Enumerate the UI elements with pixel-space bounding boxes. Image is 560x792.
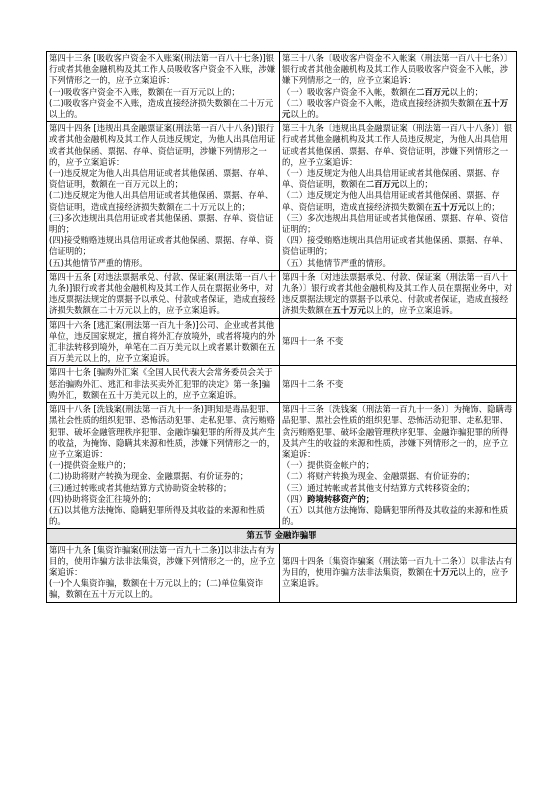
changed-value-text: 五十万元 [282,97,509,120]
provision-text: 以上的； [466,201,500,212]
provision-paragraph [282,213,514,235]
section-title: 第五节 金融诈骗罪 [47,529,517,543]
provision-text: （一）提供资金帐户的； [282,460,375,471]
provision-paragraph: (四)协助将资金汇往境外的； [49,493,157,504]
new-provision-cell [280,52,517,122]
table-row [47,366,517,403]
provision-paragraph [282,471,514,482]
provision-paragraph [282,123,514,168]
provision-paragraph: (二)协助将财产转换为现金、金融票据、有价证券的； [49,471,249,482]
provision-paragraph: (二)违反规定为他人出具信用证或者其他保函、票据、存单、资信证明，造成直接经济损失数额在二十万元以上的； [49,190,274,212]
provision-paragraph: (三)多次违规出具信用证或者其他保函、票据、存单、资信证明的； [49,212,274,235]
new-provision-cell [280,366,517,403]
provision-paragraph [282,379,514,390]
provision-paragraph [282,168,514,190]
old-provision-cell [47,270,280,318]
provision-paragraph [282,460,514,471]
provision-paragraph [282,483,514,494]
provision-text: 第四十一条 不变 [282,336,344,347]
changed-value-text: 二百万元 [365,179,400,190]
provision-paragraph: (二)吸收客户资金不入账，造成直接经济损失数额在二十万元以上的。 [49,97,274,120]
new-provision-cell [280,318,517,366]
changed-value-text: 五十万元 [432,201,467,212]
changed-value-text: 二百万元 [416,86,450,97]
provision-paragraph: (一)吸收客户资金不入账，数额在一百万元以上的； [49,86,240,97]
provision-paragraph: (四)接受贿赂违规出具信用证或者其他保函、票据、存单、资信证明的； [49,235,274,257]
table-row [47,318,517,366]
new-provision-cell [280,543,517,602]
new-provision-cell [280,403,517,529]
provision-paragraph [282,258,514,269]
provision-paragraph: 第四十六条 [逃汇案(刑法第一百九十条)]公司、企业或者其他单位，违反国家规定，擅自将外汇存放境外，或者将境内的外汇非法转移到境外，单笔在二百万美元以上或者累计数额在五百万美元以上的，应予立案追诉。 [49,319,276,364]
provision-text: 以上的，应予立案追诉。 [365,305,458,316]
provision-paragraph: 第四十三条 [吸收客户资金不入账案(刑法第一百八十七条)]银行或者其他金融机构及其工作人员吸收客户资金不入账，涉嫌下列情形之一的，应予立案追诉： [49,53,276,86]
provision-text: 第四十四条〔集资诈骗案（刑法第一百九十二条）〕以非法占有为目的，使用诈骗方法非法集资，数额在 [282,555,513,577]
provision-text: （二）将财产转换为现金、金融票据、有价证券的； [282,471,475,482]
provision-paragraph: 第四十八条 [洗钱案(刑法第一百九十一条)]明知是毒品犯罪、黑社会性质的组织犯罪、恐怖活动犯罪、走私犯罪、贪污贿赂犯罪、破坏金融管理秩序犯罪、金融诈骗犯罪的所得及其产生的收益，为掩饰、隐瞒其来源和性质，涉嫌下列情形之一的，应予立案追诉： [49,404,276,459]
provision-text: （四） [282,493,308,504]
provision-paragraph [282,494,514,505]
provision-paragraph: (三)通过转账或者其他结算方式协助资金转移的； [49,482,232,493]
section-header-row [47,529,517,543]
provision-text: 第四十三条〔洗钱案（刑法第一百九十一条）〕为掩饰、隐瞒毒品犯罪、黑社会性质的组织犯罪、恐怖活动犯罪、走私犯罪、贪污贿赂犯罪、破坏金融管理秩序犯罪、金融诈骗犯罪的所得及其产生的收益的来源和性质，涉嫌下列情形之一的，应予立案追诉： [282,404,513,459]
provision-text: （二）吸收客户资金不入帐，造成直接经济损失数额在 [282,97,483,108]
provision-paragraph [282,505,514,527]
provision-paragraph: 第四十四条 [违规出具金融票证案(刑法第一百八十八条)]银行或者其他金融机构及其工作人员违反规定，为他人出具信用证或者其他保函、票据、存单、资信证明，涉嫌下列情形之一的，应予立案追诉： [49,123,276,167]
provision-paragraph [282,190,514,212]
changed-value-text: 五十万元 [332,305,366,316]
provision-paragraph [282,272,514,317]
provision-paragraph: (五)以其他方法掩饰、隐瞒犯罪所得及其收益的来源和性质的。 [49,504,265,527]
old-provision-cell [47,52,280,122]
provision-paragraph [282,556,514,590]
new-provision-cell [280,122,517,271]
provision-paragraph: 第四十五条 [对违法票据承兑、付款、保证案(刑法第一百八十九条)]银行或者其他金融机构及其工作人员在票据业务中，对违反票据法规定的票据予以承兑、付款或者保证，造成直接经济损失数额在二十万元以上的，应予立案追诉。 [49,271,276,316]
provision-paragraph [282,336,514,347]
provision-text: （三）通过转帐或者其他支付结算方式转移资金的； [282,482,475,493]
old-provision-cell [47,122,280,271]
old-provision-cell [47,543,280,602]
provision-text: 以上的。 [290,109,324,120]
provision-text: （三）多次违规出具信用证或者其他保函、票据、存单、资信证明的； [282,212,509,235]
provision-text: 第三十八条〔吸收客户资金不入帐案（刑法第一百八十七条）〕银行或者其他金融机构及其工作人员吸收客户资金不入帐，涉嫌下列情形之一的，应予立案追诉： [282,53,513,86]
table-row [47,403,517,529]
table-row [47,122,517,271]
old-provision-cell [47,403,280,529]
provision-text: （一）违反规定为他人出具信用证或者其他保函、票据、存单、资信证明，数额在 [282,168,500,190]
provision-text: （一）吸收客户资金不入帐，数额在 [282,86,416,97]
old-provision-cell [47,366,280,403]
provision-paragraph: (一)违反规定为他人出具信用证或者其他保函、票据、存单、资信证明，数额在一百万元以上的； [49,168,274,190]
table-row [47,52,517,122]
provision-paragraph: (一)提供资金账户的； [49,460,131,471]
provision-text: （五）以其他方法掩饰、隐瞒犯罪所得及其收益的来源和性质的。 [282,504,509,527]
changed-value-text: 十万元 [432,566,458,577]
provision-comparison-table [46,51,517,603]
provision-text: （二）违反规定为他人出具信用证或者其他保函、票据、存单、资信证明，造成直接经济损失数额在 [282,190,500,212]
provision-text: 第三十九条〔违规出具金融票证案（刑法第一百八十八条）〕银行或者其他金融机构及其工作人员违反规定，为他人出具信用证或者其他保函、票据、存单、资信证明，涉嫌下列情形之一的，应予立案追诉： [282,123,513,167]
provision-paragraph: 第四十九条 [集资诈骗案(刑法第一百九十二条)]以非法占有为目的，使用诈骗方法非法集资，涉嫌下列情形之一的，应予立案追诉： [49,544,276,577]
provision-paragraph: (五)其他情节严重的情形。 [49,257,148,268]
table-row [47,543,517,602]
provision-text: 以上的； [399,179,433,190]
provision-paragraph [282,87,514,98]
changed-value-text: 跨境转移资产的； [307,493,375,504]
provision-text: 第四十条〔对违法票据承兑、付款、保证案（刑法第一百八十九条）〕银行或者其他金融机构及其工作人员在票据业务中，对违反票据法规定的票据予以承兑、付款或者保证，造成直接经济损失数额在 [282,271,513,316]
provision-text: 第四十二条 不变 [282,378,344,389]
old-provision-cell [47,318,280,366]
new-provision-cell [280,270,517,318]
provision-paragraph [282,235,514,257]
table-row [47,270,517,318]
provision-paragraph [282,53,514,87]
provision-paragraph [282,404,514,460]
provision-text: （五）其他情节严重的情形。 [282,257,391,268]
provision-paragraph: (一)个人集资诈骗，数额在十万元以上的；(二)单位集资诈骗，数额在五十万元以上的。 [49,578,264,600]
provision-text: 以上的，应予立案追诉。 [282,566,509,589]
provision-paragraph: 第四十七条 [骗购外汇案《全国人民代表大会常务委员会关于惩治骗购外汇、逃汇和非法买卖外汇犯罪的决定》第一条]骗购外汇，数额在五十万美元以上的，应予立案追诉。 [49,367,273,400]
provision-text: 以上的； [449,86,483,97]
provision-paragraph [282,98,514,120]
provision-text: （四）接受贿赂违规出具信用证或者其他保函、票据、存单、资信证明的； [282,235,509,257]
